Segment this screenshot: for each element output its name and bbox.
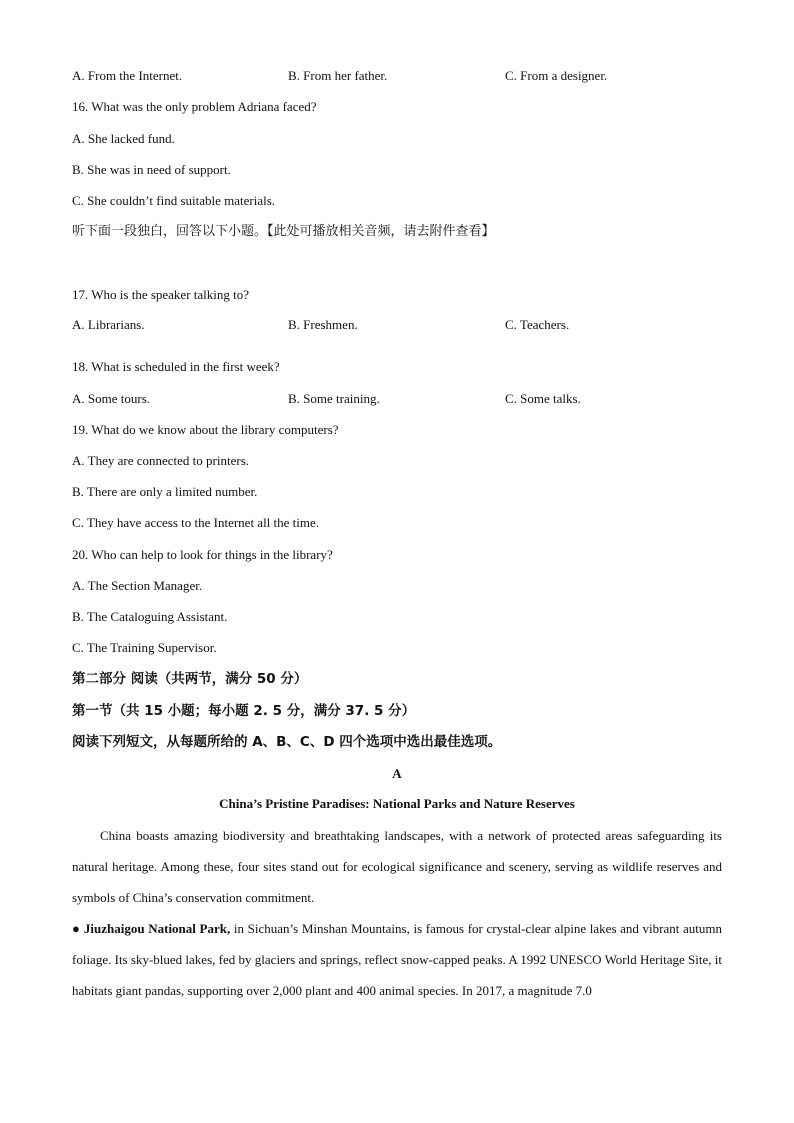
q16-option-a: A. She lacked fund. (72, 131, 175, 146)
q17-option-c: C. Teachers. (505, 317, 570, 332)
q18-option-c: C. Some talks. (505, 391, 581, 406)
bullet-park-name: Jiuzhaigou National Park, (83, 921, 231, 936)
q17-option-b: B. Freshmen. (288, 317, 358, 332)
q16-question: 16. What was the only problem Adriana faced? (72, 99, 317, 114)
monologue-instruction: 听下面一段独白，回答以下小题。【此处可播放相关音频，请去附件查看】 (72, 224, 495, 239)
q15-option-b: B. From her father. (288, 68, 388, 83)
bullet-text: in Sichuan’s Minshan Mountains, is famous for crystal-clear alpine lakes and vibrant autumn foliage. Its sky-blued lakes, fed by glaciers and springs, reflect snow-capped peaks. A 1992 UNESCO World Heritage Site, it habitats giant pandas, supporting over 2,000 plant and 400 animal species. In 2017, a magnitude 7.0 (72, 921, 723, 998)
q17-option-a: A. Librarians. (72, 317, 145, 332)
reading-instruction: 阅读下列短文，从每题所给的 A、B、C、D 四个选项中选出最佳选项。 (72, 734, 502, 750)
q16-option-c: C. She couldn’t find suitable materials. (72, 193, 276, 208)
part2-heading: 第二部分 阅读（共两节，满分 50 分） (72, 671, 308, 687)
q18-option-b: B. Some training. (288, 391, 380, 406)
q17-question: 17. Who is the speaker talking to? (72, 287, 250, 302)
q20-option-c: C. The Training Supervisor. (72, 640, 217, 655)
q15-option-a: A. From the Internet. (72, 68, 183, 83)
q19-option-b: B. There are only a limited number. (72, 484, 258, 499)
q19-question: 19. What do we know about the library computers? (72, 422, 339, 437)
passage-title: China’s Pristine Paradises: National Parks and Nature Reserves (219, 796, 575, 811)
q16-option-b: B. She was in need of support. (72, 162, 231, 177)
bullet-jiuzhaigou (72, 913, 722, 1006)
q18-option-a: A. Some tours. (72, 391, 150, 406)
section1-heading: 第一节（共 15 小题；每小题 2. 5 分，满分 37. 5 分） (72, 703, 416, 719)
q20-option-a: A. The Section Manager. (72, 578, 203, 593)
passage-body (72, 820, 722, 1006)
bullet-marker: ● (72, 921, 81, 936)
q19-option-c: C. They have access to the Internet all the time. (72, 515, 320, 530)
passage-letter: A (392, 766, 402, 781)
q20-question: 20. Who can help to look for things in the library? (72, 547, 333, 562)
q20-option-b: B. The Cataloguing Assistant. (72, 609, 228, 624)
q15-option-c: C. From a designer. (505, 68, 608, 83)
q19-option-a: A. They are connected to printers. (72, 453, 249, 468)
q18-question: 18. What is scheduled in the first week? (72, 359, 280, 374)
passage-intro: China boasts amazing biodiversity and breathtaking landscapes, with a network of protected areas safeguarding its natural heritage. Among these, four sites stand out for ecological significance and scenery, serving as wildlife reserves and symbols of China’s conservation commitment. (72, 828, 722, 905)
